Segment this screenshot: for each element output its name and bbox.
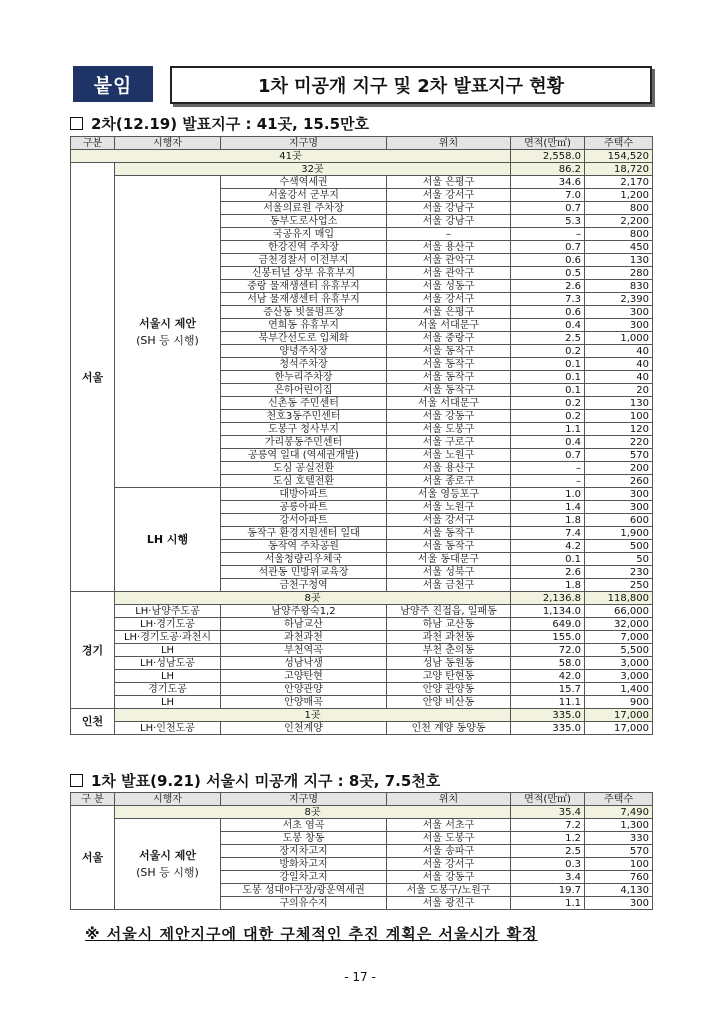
location: 성남 동원동 — [387, 657, 511, 670]
area: 34.6 — [511, 176, 585, 189]
housing-units: 1,300 — [585, 819, 653, 832]
area: 0.7 — [511, 241, 585, 254]
area: 0.3 — [511, 858, 585, 871]
district-name: 증산동 빗물펌프장 — [221, 306, 387, 319]
district-name: 가리봉동주민센터 — [221, 436, 387, 449]
location: 서울 도봉구 — [387, 832, 511, 845]
district-name: 한누리주차장 — [221, 371, 387, 384]
housing-units: 760 — [585, 871, 653, 884]
location: 서울 노원구 — [387, 449, 511, 462]
location: 안양 비산동 — [387, 696, 511, 709]
executor-sublabel: (SH 등 시행) — [136, 866, 199, 879]
area: 0.2 — [511, 397, 585, 410]
housing-units: 32,000 — [585, 618, 653, 631]
header-cell: 지구명 — [221, 793, 387, 806]
area: 0.1 — [511, 384, 585, 397]
district-name: 수색역세권 — [221, 176, 387, 189]
region-cell: 서울 — [71, 806, 115, 910]
area: 2.6 — [511, 566, 585, 579]
subtotal-row — [71, 592, 653, 605]
district-name: 중랑 물재생센터 유휴부지 — [221, 280, 387, 293]
housing-units: 1,000 — [585, 332, 653, 345]
housing-units: 100 — [585, 410, 653, 423]
subtotal-row — [71, 709, 653, 722]
district-name: 남양주왕숙1,2 — [221, 605, 387, 618]
header-cell: 구분 — [71, 137, 115, 150]
housing-units: 250 — [585, 579, 653, 592]
subtotal-units: 18,720 — [585, 163, 653, 176]
table-row — [71, 605, 653, 618]
district-name: 도봉 성대야구장/광운역세권 — [221, 884, 387, 897]
area: 649.0 — [511, 618, 585, 631]
location: 서울 서대문구 — [387, 397, 511, 410]
district-name: 양녕주차장 — [221, 345, 387, 358]
location: 서울 동작구 — [387, 371, 511, 384]
housing-units: 100 — [585, 858, 653, 871]
checkbox-square-icon — [70, 774, 83, 787]
area: 7.0 — [511, 189, 585, 202]
subtotal-units: 17,000 — [585, 709, 653, 722]
location: 서울 강서구 — [387, 858, 511, 871]
location: 서울 관악구 — [387, 254, 511, 267]
district-name: 서울청량리우체국 — [221, 553, 387, 566]
header-cell: 면적(만㎡) — [511, 793, 585, 806]
housing-units: 1,400 — [585, 683, 653, 696]
housing-units: 330 — [585, 832, 653, 845]
subtotal-area: 335.0 — [511, 709, 585, 722]
area: 4.2 — [511, 540, 585, 553]
district-name: 강서아파트 — [221, 514, 387, 527]
executor-cell — [115, 819, 221, 910]
header-cell: 위치 — [387, 137, 511, 150]
executor-label: 서울시 제안 — [139, 316, 196, 330]
area: 72.0 — [511, 644, 585, 657]
location: 서울 광진구 — [387, 897, 511, 910]
checkbox-square-icon — [70, 117, 83, 130]
total-row — [71, 150, 653, 163]
district-name: 동작구 환경지원센터 일대 — [221, 527, 387, 540]
area: 19.7 — [511, 884, 585, 897]
subtotal-label: 8곳 — [115, 592, 511, 605]
executor-cell: LH·경기도공·과천시 — [115, 631, 221, 644]
district-name: 북부간선도로 입체화 — [221, 332, 387, 345]
housing-units: 300 — [585, 319, 653, 332]
location: 서울 은평구 — [387, 176, 511, 189]
section2-title — [70, 770, 440, 791]
housing-units: 3,000 — [585, 670, 653, 683]
district-name: 과천과천 — [221, 631, 387, 644]
subtotal-area: 86.2 — [511, 163, 585, 176]
area: 0.7 — [511, 202, 585, 215]
area: 0.1 — [511, 553, 585, 566]
location: 서울 용산구 — [387, 462, 511, 475]
area: 0.1 — [511, 371, 585, 384]
area: 0.5 — [511, 267, 585, 280]
housing-units: 280 — [585, 267, 653, 280]
area: 1.4 — [511, 501, 585, 514]
housing-units: 50 — [585, 553, 653, 566]
region-cell: 서울 — [71, 163, 115, 592]
location: 서울 강남구 — [387, 202, 511, 215]
executor-label: LH 시행 — [146, 533, 189, 546]
region-cell: 인천 — [71, 709, 115, 735]
section1-title-text: 2차(12.19) 발표지구 : 41곳, 15.5만호 — [91, 115, 369, 133]
location: 서울 중랑구 — [387, 332, 511, 345]
location: 서울 서대문구 — [387, 319, 511, 332]
attachment-tag: 붙임 — [73, 66, 153, 102]
executor-cell: LH·인천도공 — [115, 722, 221, 735]
district-name: 국공유지 매입 — [221, 228, 387, 241]
executor-cell: LH·남양주도공 — [115, 605, 221, 618]
table-row — [71, 670, 653, 683]
area: – — [511, 475, 585, 488]
location: 서울 동작구 — [387, 527, 511, 540]
district-name: 동작역 주차공원 — [221, 540, 387, 553]
district-name: 공릉아파트 — [221, 501, 387, 514]
housing-units: 260 — [585, 475, 653, 488]
location: 서울 용산구 — [387, 241, 511, 254]
district-name: 도심 공실전환 — [221, 462, 387, 475]
housing-units: 20 — [585, 384, 653, 397]
table-header-row — [71, 137, 653, 150]
housing-units: 1,200 — [585, 189, 653, 202]
table-first-unannounced — [70, 792, 653, 910]
district-name: 공릉역 일대 (역세권개발) — [221, 449, 387, 462]
area: 2.6 — [511, 280, 585, 293]
district-name: 은하어린이집 — [221, 384, 387, 397]
area: 0.6 — [511, 254, 585, 267]
housing-units: 200 — [585, 462, 653, 475]
area: 11.1 — [511, 696, 585, 709]
district-name: 한강진역 주차장 — [221, 241, 387, 254]
region-cell: 경기 — [71, 592, 115, 709]
district-name: 석관동 민방위교육장 — [221, 566, 387, 579]
location: 서울 동작구 — [387, 384, 511, 397]
housing-units: 800 — [585, 228, 653, 241]
area: 0.1 — [511, 358, 585, 371]
location: 부천 춘의동 — [387, 644, 511, 657]
subtotal-row — [71, 806, 653, 819]
executor-cell: LH — [115, 644, 221, 657]
subtotal-units: 7,490 — [585, 806, 653, 819]
section1-title — [70, 113, 369, 134]
header-cell: 주택수 — [585, 137, 653, 150]
area: 58.0 — [511, 657, 585, 670]
housing-units: 230 — [585, 566, 653, 579]
area: 2.5 — [511, 332, 585, 345]
district-name: 신봉터널 상부 유휴부지 — [221, 267, 387, 280]
area: 0.2 — [511, 410, 585, 423]
district-name: 방화차고지 — [221, 858, 387, 871]
location: 서울 성북구 — [387, 566, 511, 579]
location: 서울 서초구 — [387, 819, 511, 832]
table-row — [71, 631, 653, 644]
district-name: 서초 염곡 — [221, 819, 387, 832]
table-row — [71, 683, 653, 696]
area: 0.7 — [511, 449, 585, 462]
area: 155.0 — [511, 631, 585, 644]
location: 서울 동대문구 — [387, 553, 511, 566]
housing-units: 570 — [585, 845, 653, 858]
header-cell: 면적(만㎡) — [511, 137, 585, 150]
executor-cell: LH·성남도공 — [115, 657, 221, 670]
location: 고양 탄현동 — [387, 670, 511, 683]
executor-cell — [115, 488, 221, 592]
subtotal-label: 8곳 — [115, 806, 511, 819]
location: 서울 구로구 — [387, 436, 511, 449]
location: 서울 강서구 — [387, 189, 511, 202]
housing-units: 830 — [585, 280, 653, 293]
housing-units: 300 — [585, 897, 653, 910]
housing-units: 300 — [585, 501, 653, 514]
housing-units: 300 — [585, 306, 653, 319]
subtotal-label: 32곳 — [115, 163, 511, 176]
table-header-row — [71, 793, 653, 806]
location: 서울 동작구 — [387, 345, 511, 358]
district-name: 강일차고지 — [221, 871, 387, 884]
notice-text: ※ 서울시 제안지구에 대한 구체적인 추진 계획은 서울시가 확정 — [85, 925, 538, 943]
header-cell: 주택수 — [585, 793, 653, 806]
table-second-announcement — [70, 136, 653, 735]
housing-units: 570 — [585, 449, 653, 462]
location: 서울 동작구 — [387, 358, 511, 371]
table-row — [71, 657, 653, 670]
location: 안양 관양동 — [387, 683, 511, 696]
area: 7.4 — [511, 527, 585, 540]
subtotal-area: 2,136.8 — [511, 592, 585, 605]
executor-cell: LH — [115, 696, 221, 709]
table-row — [71, 696, 653, 709]
district-name: 고양탄현 — [221, 670, 387, 683]
area: 7.3 — [511, 293, 585, 306]
housing-units: 66,000 — [585, 605, 653, 618]
area: – — [511, 462, 585, 475]
district-name: 금천구청역 — [221, 579, 387, 592]
district-name: 안양매곡 — [221, 696, 387, 709]
area: 7.2 — [511, 819, 585, 832]
area: 335.0 — [511, 722, 585, 735]
location: 서울 강남구 — [387, 215, 511, 228]
table-row — [71, 819, 653, 832]
executor-label: 서울시 제안 — [139, 849, 196, 862]
housing-units: 40 — [585, 371, 653, 384]
subtotal-area: 35.4 — [511, 806, 585, 819]
header-cell: 구 분 — [71, 793, 115, 806]
header-cell: 시행자 — [115, 793, 221, 806]
location: 하남 교산동 — [387, 618, 511, 631]
table-row — [71, 644, 653, 657]
area: 0.6 — [511, 306, 585, 319]
location: – — [387, 228, 511, 241]
housing-units: 220 — [585, 436, 653, 449]
housing-units: 4,130 — [585, 884, 653, 897]
location: 서울 노원구 — [387, 501, 511, 514]
housing-units: 3,000 — [585, 657, 653, 670]
area: 1.1 — [511, 423, 585, 436]
table-row — [71, 176, 653, 189]
area: 1.8 — [511, 514, 585, 527]
district-name: 서울의료원 주차장 — [221, 202, 387, 215]
district-name: 도봉 창동 — [221, 832, 387, 845]
location: 서울 성동구 — [387, 280, 511, 293]
section2-title-text: 1차 발표(9.21) 서울시 미공개 지구 : 8곳, 7.5천호 — [91, 772, 441, 790]
location: 서울 강서구 — [387, 514, 511, 527]
housing-units: 800 — [585, 202, 653, 215]
executor-cell: LH — [115, 670, 221, 683]
district-name: 하남교산 — [221, 618, 387, 631]
total-area: 2,558.0 — [511, 150, 585, 163]
executor-sublabel: (SH 등 시행) — [136, 333, 199, 347]
executor-cell — [115, 176, 221, 488]
location: 서울 관악구 — [387, 267, 511, 280]
table-row — [71, 722, 653, 735]
table-row — [71, 488, 653, 501]
area: 1.1 — [511, 897, 585, 910]
housing-units: 600 — [585, 514, 653, 527]
district-name: 서울강서 군부지 — [221, 189, 387, 202]
location: 서울 도봉구 — [387, 423, 511, 436]
subtotal-label: 1곳 — [115, 709, 511, 722]
housing-units: 900 — [585, 696, 653, 709]
location: 인천 계양 동양동 — [387, 722, 511, 735]
location: 서울 영등포구 — [387, 488, 511, 501]
district-name: 서남 물재생센터 유휴부지 — [221, 293, 387, 306]
location: 서울 종로구 — [387, 475, 511, 488]
housing-units: 2,170 — [585, 176, 653, 189]
housing-units: 40 — [585, 345, 653, 358]
housing-units: 120 — [585, 423, 653, 436]
location: 과천 과천동 — [387, 631, 511, 644]
location: 서울 금천구 — [387, 579, 511, 592]
housing-units: 130 — [585, 254, 653, 267]
housing-units: 300 — [585, 488, 653, 501]
area: 3.4 — [511, 871, 585, 884]
housing-units: 7,000 — [585, 631, 653, 644]
executor-cell: 경기도공 — [115, 683, 221, 696]
district-name: 대방아파트 — [221, 488, 387, 501]
area: 1.2 — [511, 832, 585, 845]
district-name: 성남낙생 — [221, 657, 387, 670]
location: 서울 송파구 — [387, 845, 511, 858]
area: 1,134.0 — [511, 605, 585, 618]
housing-units: 130 — [585, 397, 653, 410]
district-name: 신촌동 주민센터 — [221, 397, 387, 410]
header-cell: 시행자 — [115, 137, 221, 150]
housing-units: 500 — [585, 540, 653, 553]
area: 42.0 — [511, 670, 585, 683]
header-cell: 위치 — [387, 793, 511, 806]
location: 서울 강동구 — [387, 410, 511, 423]
header-cell: 지구명 — [221, 137, 387, 150]
district-name: 동부도로사업소 — [221, 215, 387, 228]
area: 0.4 — [511, 319, 585, 332]
district-name: 안양관양 — [221, 683, 387, 696]
location: 서울 강동구 — [387, 871, 511, 884]
area: 5.3 — [511, 215, 585, 228]
total-units: 154,520 — [585, 150, 653, 163]
housing-units: 2,200 — [585, 215, 653, 228]
subtotal-row — [71, 163, 653, 176]
location: 서울 도봉구/노원구 — [387, 884, 511, 897]
area: – — [511, 228, 585, 241]
area: 1.0 — [511, 488, 585, 501]
district-name: 연희동 유휴부지 — [221, 319, 387, 332]
district-name: 청석주차장 — [221, 358, 387, 371]
district-name: 부천역곡 — [221, 644, 387, 657]
housing-units: 17,000 — [585, 722, 653, 735]
page-number: - 17 - — [344, 970, 376, 984]
housing-units: 5,500 — [585, 644, 653, 657]
page-title: 1차 미공개 지구 및 2차 발표지구 현황 — [170, 66, 652, 104]
location: 서울 은평구 — [387, 306, 511, 319]
area: 0.2 — [511, 345, 585, 358]
district-name: 인천계양 — [221, 722, 387, 735]
location: 서울 강서구 — [387, 293, 511, 306]
area: 2.5 — [511, 845, 585, 858]
district-name: 구의유수지 — [221, 897, 387, 910]
executor-cell: LH·경기도공 — [115, 618, 221, 631]
area: 1.8 — [511, 579, 585, 592]
area: 0.4 — [511, 436, 585, 449]
district-name: 천호3동주민센터 — [221, 410, 387, 423]
housing-units: 450 — [585, 241, 653, 254]
subtotal-units: 118,800 — [585, 592, 653, 605]
district-name: 금천경찰서 이전부지 — [221, 254, 387, 267]
area: 15.7 — [511, 683, 585, 696]
table-row — [71, 618, 653, 631]
district-name: 도봉구 청사부지 — [221, 423, 387, 436]
housing-units: 2,390 — [585, 293, 653, 306]
district-name: 장지차고지 — [221, 845, 387, 858]
total-label: 41곳 — [71, 150, 511, 163]
housing-units: 40 — [585, 358, 653, 371]
housing-units: 1,900 — [585, 527, 653, 540]
location: 남양주 진접읍, 일패동 — [387, 605, 511, 618]
location: 서울 동작구 — [387, 540, 511, 553]
district-name: 도심 호텔전환 — [221, 475, 387, 488]
